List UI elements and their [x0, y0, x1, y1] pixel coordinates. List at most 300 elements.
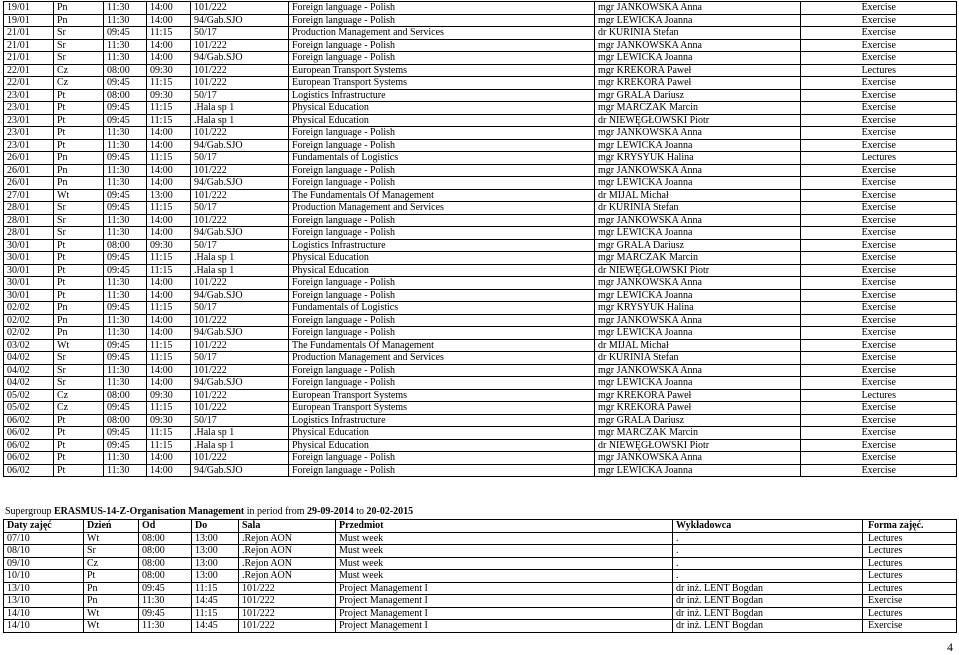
table-row: [4, 89, 957, 102]
supergroup-caption: [5, 506, 413, 518]
lecturer-cell: mgr GRALA Dariusz: [595, 89, 801, 102]
end-time-cell: 14:00: [147, 289, 191, 302]
lecturer-cell: dr inż. LENT Bogdan: [673, 582, 863, 595]
form-cell: Exercise: [801, 339, 957, 352]
form-cell: Lectures: [863, 570, 957, 583]
table-row: [4, 277, 957, 290]
day-cell: Śr: [54, 27, 104, 40]
form-cell: Exercise: [801, 289, 957, 302]
room-cell: 101/222: [191, 277, 289, 290]
start-time-cell: 11:30: [104, 14, 147, 27]
day-cell: Śr: [54, 52, 104, 65]
end-time-cell: 11:15: [147, 152, 191, 165]
end-time-cell: 11:15: [147, 27, 191, 40]
lecturer-cell: .: [673, 557, 863, 570]
form-cell: Lectures: [801, 389, 957, 402]
caption-prefix: Supergroup: [5, 506, 52, 517]
start-time-cell: 11:30: [104, 377, 147, 390]
date-cell: 08/10: [4, 545, 84, 558]
form-cell: Exercise: [801, 127, 957, 140]
room-cell: 94/Gab.SJO: [191, 227, 289, 240]
room-cell: 101/222: [191, 127, 289, 140]
date-cell: 26/01: [4, 164, 54, 177]
lecturer-cell: dr MIJAL Michał: [595, 189, 801, 202]
header-room: Sala: [239, 520, 336, 533]
room-cell: .Hala sp 1: [191, 114, 289, 127]
date-cell: 04/02: [4, 364, 54, 377]
table-row: [4, 214, 957, 227]
table-row: [4, 352, 957, 365]
date-cell: 06/02: [4, 452, 54, 465]
room-cell: 101/222: [239, 595, 336, 608]
start-time-cell: 11:30: [139, 595, 192, 608]
subject-cell: Production Management and Services: [289, 202, 595, 215]
date-cell: 21/01: [4, 39, 54, 52]
subject-cell: Logistics Infrastructure: [289, 414, 595, 427]
table-row: [4, 252, 957, 265]
form-cell: Lectures: [863, 557, 957, 570]
start-time-cell: 11:30: [104, 2, 147, 15]
subject-cell: Physical Education: [289, 427, 595, 440]
day-cell: Wt: [84, 607, 139, 620]
day-cell: Pn: [84, 595, 139, 608]
form-cell: Exercise: [801, 177, 957, 190]
date-cell: 02/02: [4, 327, 54, 340]
day-cell: Śr: [54, 377, 104, 390]
room-cell: 101/222: [191, 77, 289, 90]
end-time-cell: 09:30: [147, 239, 191, 252]
start-time-cell: 09:45: [104, 77, 147, 90]
end-time-cell: 14:00: [147, 39, 191, 52]
subject-cell: Physical Education: [289, 252, 595, 265]
date-cell: 19/01: [4, 2, 54, 15]
lecturer-cell: mgr JANKOWSKA Anna: [595, 127, 801, 140]
day-cell: Śr: [54, 202, 104, 215]
lecturer-cell: mgr JANKOWSKA Anna: [595, 39, 801, 52]
date-cell: 13/10: [4, 595, 84, 608]
subject-cell: The Fundamentals Of Management: [289, 189, 595, 202]
start-time-cell: 11:30: [104, 289, 147, 302]
table-row: [4, 77, 957, 90]
subject-cell: Project Management I: [336, 582, 673, 595]
table-row: [4, 64, 957, 77]
subject-cell: Foreign language - Polish: [289, 314, 595, 327]
start-time-cell: 08:00: [104, 64, 147, 77]
day-cell: Wt: [84, 532, 139, 545]
end-time-cell: 14:00: [147, 377, 191, 390]
table-row: [4, 364, 957, 377]
form-cell: Exercise: [801, 164, 957, 177]
start-time-cell: 09:45: [104, 152, 147, 165]
schedule-table: [3, 1, 957, 477]
table-row: [4, 139, 957, 152]
end-time-cell: 14:00: [147, 452, 191, 465]
subject-cell: Foreign language - Polish: [289, 377, 595, 390]
table-row: [4, 114, 957, 127]
header-subject: Przedmiot: [336, 520, 673, 533]
subject-cell: Fundamentals of Logistics: [289, 302, 595, 315]
day-cell: Cz: [54, 402, 104, 415]
form-cell: Exercise: [801, 2, 957, 15]
table-row: [4, 452, 957, 465]
table-row: [4, 302, 957, 315]
lecturer-cell: .: [673, 545, 863, 558]
subject-cell: Foreign language - Polish: [289, 277, 595, 290]
table-row: [4, 39, 957, 52]
room-cell: 101/222: [191, 164, 289, 177]
table-row: [4, 177, 957, 190]
lecturer-cell: mgr LEWICKA Joanna: [595, 227, 801, 240]
form-cell: Exercise: [801, 264, 957, 277]
start-time-cell: 09:45: [104, 102, 147, 115]
subject-cell: Must week: [336, 545, 673, 558]
day-cell: Pt: [54, 464, 104, 477]
table-row: [4, 189, 957, 202]
end-time-cell: 13:00: [147, 189, 191, 202]
room-cell: 94/Gab.SJO: [191, 464, 289, 477]
form-cell: Lectures: [801, 152, 957, 165]
room-cell: .Hala sp 1: [191, 252, 289, 265]
end-time-cell: 14:00: [147, 227, 191, 240]
form-cell: Lectures: [863, 532, 957, 545]
end-time-cell: 11:15: [192, 607, 239, 620]
room-cell: 101/222: [191, 389, 289, 402]
table-row: [4, 227, 957, 240]
page-number: 4: [947, 640, 953, 654]
day-cell: Pt: [54, 264, 104, 277]
form-cell: Exercise: [801, 277, 957, 290]
date-cell: 10/10: [4, 570, 84, 583]
form-cell: Exercise: [801, 227, 957, 240]
table-row: [4, 464, 957, 477]
subject-cell: Project Management I: [336, 620, 673, 633]
end-time-cell: 11:15: [147, 302, 191, 315]
subject-cell: European Transport Systems: [289, 64, 595, 77]
lecturer-cell: mgr JANKOWSKA Anna: [595, 214, 801, 227]
start-time-cell: 09:45: [104, 27, 147, 40]
day-cell: Pt: [54, 452, 104, 465]
lecturer-cell: mgr JANKOWSKA Anna: [595, 364, 801, 377]
lecturer-cell: mgr KREKORA Paweł: [595, 402, 801, 415]
header-to: Do: [192, 520, 239, 533]
date-cell: 30/01: [4, 264, 54, 277]
table-row: [4, 414, 957, 427]
day-cell: Cz: [54, 64, 104, 77]
subject-cell: Logistics Infrastructure: [289, 89, 595, 102]
lecturer-cell: .: [673, 570, 863, 583]
day-cell: Śr: [54, 352, 104, 365]
lecturer-cell: mgr KRYSYUK Halina: [595, 152, 801, 165]
date-cell: 07/10: [4, 532, 84, 545]
day-cell: Pn: [84, 582, 139, 595]
form-cell: Lectures: [863, 582, 957, 595]
table-row: [4, 2, 957, 15]
day-cell: Wt: [54, 189, 104, 202]
subject-cell: Foreign language - Polish: [289, 127, 595, 140]
period-start-date: 29-09-2014: [307, 506, 354, 517]
start-time-cell: 11:30: [104, 364, 147, 377]
day-cell: Pt: [54, 427, 104, 440]
lecturer-cell: mgr GRALA Dariusz: [595, 414, 801, 427]
lecturer-cell: mgr KREKORA Paweł: [595, 77, 801, 90]
date-cell: 05/02: [4, 402, 54, 415]
start-time-cell: 09:45: [104, 339, 147, 352]
room-cell: 101/222: [191, 189, 289, 202]
subject-cell: Foreign language - Polish: [289, 39, 595, 52]
form-cell: Exercise: [801, 402, 957, 415]
table-row: [4, 202, 957, 215]
form-cell: Exercise: [801, 102, 957, 115]
start-time-cell: 09:45: [139, 607, 192, 620]
day-cell: Pt: [54, 127, 104, 140]
day-cell: Śr: [84, 545, 139, 558]
supergroup-table-body: [4, 532, 957, 632]
room-cell: 101/222: [239, 607, 336, 620]
subject-cell: Foreign language - Polish: [289, 364, 595, 377]
form-cell: Exercise: [801, 239, 957, 252]
room-cell: 101/222: [191, 214, 289, 227]
date-cell: 04/02: [4, 377, 54, 390]
room-cell: 101/222: [191, 402, 289, 415]
lecturer-cell: mgr MARCZAK Marcin: [595, 252, 801, 265]
table-row: [4, 582, 957, 595]
day-cell: Pn: [54, 14, 104, 27]
start-time-cell: 08:00: [104, 414, 147, 427]
day-cell: Pn: [54, 314, 104, 327]
table-row: [4, 264, 957, 277]
room-cell: 101/222: [191, 364, 289, 377]
start-time-cell: 08:00: [139, 545, 192, 558]
day-cell: Pn: [54, 177, 104, 190]
start-time-cell: 09:45: [104, 352, 147, 365]
subject-cell: Foreign language - Polish: [289, 164, 595, 177]
day-cell: Śr: [54, 364, 104, 377]
room-cell: 94/Gab.SJO: [191, 139, 289, 152]
room-cell: .Rejon AON: [239, 545, 336, 558]
room-cell: .Hala sp 1: [191, 264, 289, 277]
end-time-cell: 11:15: [147, 402, 191, 415]
date-cell: 30/01: [4, 277, 54, 290]
subject-cell: Foreign language - Polish: [289, 177, 595, 190]
date-cell: 23/01: [4, 102, 54, 115]
caption-to: to: [356, 506, 364, 517]
date-cell: 21/01: [4, 27, 54, 40]
room-cell: 50/17: [191, 27, 289, 40]
room-cell: 50/17: [191, 352, 289, 365]
subject-cell: Physical Education: [289, 439, 595, 452]
form-cell: Exercise: [801, 427, 957, 440]
room-cell: 50/17: [191, 239, 289, 252]
end-time-cell: 13:00: [192, 532, 239, 545]
date-cell: 30/01: [4, 289, 54, 302]
lecturer-cell: dr KURINIA Stefan: [595, 27, 801, 40]
subject-cell: Foreign language - Polish: [289, 452, 595, 465]
end-time-cell: 09:30: [147, 389, 191, 402]
end-time-cell: 11:15: [147, 427, 191, 440]
room-cell: 101/222: [191, 314, 289, 327]
start-time-cell: 11:30: [104, 214, 147, 227]
end-time-cell: 14:00: [147, 464, 191, 477]
room-cell: 50/17: [191, 202, 289, 215]
header-date: Daty zajęć: [4, 520, 84, 533]
date-cell: 06/02: [4, 427, 54, 440]
day-cell: Pn: [54, 302, 104, 315]
date-cell: 06/02: [4, 464, 54, 477]
form-cell: Exercise: [801, 327, 957, 340]
subject-cell: Must week: [336, 557, 673, 570]
end-time-cell: 14:00: [147, 14, 191, 27]
date-cell: 13/10: [4, 582, 84, 595]
form-cell: Exercise: [801, 27, 957, 40]
room-cell: 50/17: [191, 89, 289, 102]
lecturer-cell: mgr LEWICKA Joanna: [595, 464, 801, 477]
date-cell: 26/01: [4, 152, 54, 165]
subject-cell: Foreign language - Polish: [289, 464, 595, 477]
period-end-date: 20-02-2015: [366, 506, 414, 517]
start-time-cell: 09:45: [104, 427, 147, 440]
date-cell: 23/01: [4, 127, 54, 140]
table-row: [4, 52, 957, 65]
subject-cell: Physical Education: [289, 264, 595, 277]
end-time-cell: 11:15: [147, 339, 191, 352]
lecturer-cell: mgr MARCZAK Marcin: [595, 102, 801, 115]
table-row: [4, 339, 957, 352]
start-time-cell: 11:30: [104, 177, 147, 190]
form-cell: Exercise: [801, 77, 957, 90]
supergroup-name: ERASMUS-14-Z-Organisation Management: [53, 506, 245, 517]
room-cell: 94/Gab.SJO: [191, 289, 289, 302]
day-cell: Pt: [84, 570, 139, 583]
day-cell: Pt: [54, 289, 104, 302]
end-time-cell: 13:00: [192, 557, 239, 570]
table-row: [4, 239, 957, 252]
end-time-cell: 13:00: [192, 570, 239, 583]
end-time-cell: 11:15: [147, 439, 191, 452]
table-row: [4, 545, 957, 558]
end-time-cell: 11:15: [147, 252, 191, 265]
start-time-cell: 11:30: [104, 139, 147, 152]
date-cell: 30/01: [4, 252, 54, 265]
date-cell: 26/01: [4, 177, 54, 190]
header-row: [4, 520, 957, 533]
subject-cell: Physical Education: [289, 102, 595, 115]
subject-cell: Foreign language - Polish: [289, 14, 595, 27]
day-cell: Pt: [54, 439, 104, 452]
day-cell: Wt: [54, 339, 104, 352]
end-time-cell: 14:00: [147, 314, 191, 327]
day-cell: Pt: [54, 414, 104, 427]
date-cell: 22/01: [4, 77, 54, 90]
start-time-cell: 08:00: [104, 89, 147, 102]
subject-cell: Foreign language - Polish: [289, 227, 595, 240]
start-time-cell: 11:30: [139, 620, 192, 633]
subject-cell: Project Management I: [336, 595, 673, 608]
end-time-cell: 14:00: [147, 2, 191, 15]
date-cell: 23/01: [4, 114, 54, 127]
room-cell: .Rejon AON: [239, 570, 336, 583]
subject-cell: Foreign language - Polish: [289, 2, 595, 15]
room-cell: 101/222: [191, 452, 289, 465]
day-cell: Śr: [54, 227, 104, 240]
day-cell: Wt: [84, 620, 139, 633]
start-time-cell: 11:30: [104, 464, 147, 477]
room-cell: .Rejon AON: [239, 532, 336, 545]
start-time-cell: 09:45: [104, 252, 147, 265]
start-time-cell: 11:30: [104, 327, 147, 340]
lecturer-cell: mgr LEWICKA Joanna: [595, 289, 801, 302]
table-row: [4, 14, 957, 27]
lecturer-cell: dr NIEWĘGŁOWSKI Piotr: [595, 264, 801, 277]
start-time-cell: 11:30: [104, 452, 147, 465]
lecturer-cell: dr KURINIA Stefan: [595, 202, 801, 215]
room-cell: 101/222: [191, 339, 289, 352]
date-cell: 14/10: [4, 607, 84, 620]
subject-cell: The Fundamentals Of Management: [289, 339, 595, 352]
form-cell: Exercise: [801, 214, 957, 227]
start-time-cell: 08:00: [139, 570, 192, 583]
form-cell: Exercise: [801, 352, 957, 365]
room-cell: 101/222: [239, 582, 336, 595]
day-cell: Cz: [54, 389, 104, 402]
room-cell: 101/222: [239, 620, 336, 633]
end-time-cell: 14:00: [147, 177, 191, 190]
date-cell: 14/10: [4, 620, 84, 633]
date-cell: 02/02: [4, 314, 54, 327]
table-row: [4, 164, 957, 177]
table-row: [4, 102, 957, 115]
date-cell: 03/02: [4, 339, 54, 352]
room-cell: 101/222: [191, 39, 289, 52]
lecturer-cell: mgr JANKOWSKA Anna: [595, 277, 801, 290]
table-row: [4, 402, 957, 415]
table-row: [4, 289, 957, 302]
lecturer-cell: mgr KREKORA Paweł: [595, 389, 801, 402]
subject-cell: Physical Education: [289, 114, 595, 127]
table-row: [4, 620, 957, 633]
lecturer-cell: mgr KRYSYUK Halina: [595, 302, 801, 315]
lecturer-cell: mgr MARCZAK Marcin: [595, 427, 801, 440]
lecturer-cell: mgr LEWICKA Joanna: [595, 327, 801, 340]
start-time-cell: 08:00: [139, 557, 192, 570]
table-row: [4, 152, 957, 165]
end-time-cell: 13:00: [192, 545, 239, 558]
subject-cell: Production Management and Services: [289, 352, 595, 365]
end-time-cell: 14:00: [147, 364, 191, 377]
day-cell: Pn: [54, 152, 104, 165]
start-time-cell: 09:45: [104, 202, 147, 215]
lecturer-cell: .: [673, 532, 863, 545]
day-cell: Śr: [54, 39, 104, 52]
room-cell: 94/Gab.SJO: [191, 327, 289, 340]
form-cell: Exercise: [801, 139, 957, 152]
supergroup-schedule-table: [3, 519, 957, 633]
subject-cell: Must week: [336, 570, 673, 583]
day-cell: Pt: [54, 239, 104, 252]
subject-cell: Foreign language - Polish: [289, 139, 595, 152]
caption-middle: in period from: [246, 506, 305, 517]
day-cell: Pn: [54, 327, 104, 340]
day-cell: Pn: [54, 164, 104, 177]
start-time-cell: 08:00: [139, 532, 192, 545]
schedule-table-body: [4, 2, 957, 477]
end-time-cell: 11:15: [147, 77, 191, 90]
table-row: [4, 314, 957, 327]
table-row: [4, 557, 957, 570]
day-cell: Pt: [54, 277, 104, 290]
lecturer-cell: mgr KREKORA Paweł: [595, 64, 801, 77]
table-row: [4, 27, 957, 40]
subject-cell: Foreign language - Polish: [289, 289, 595, 302]
